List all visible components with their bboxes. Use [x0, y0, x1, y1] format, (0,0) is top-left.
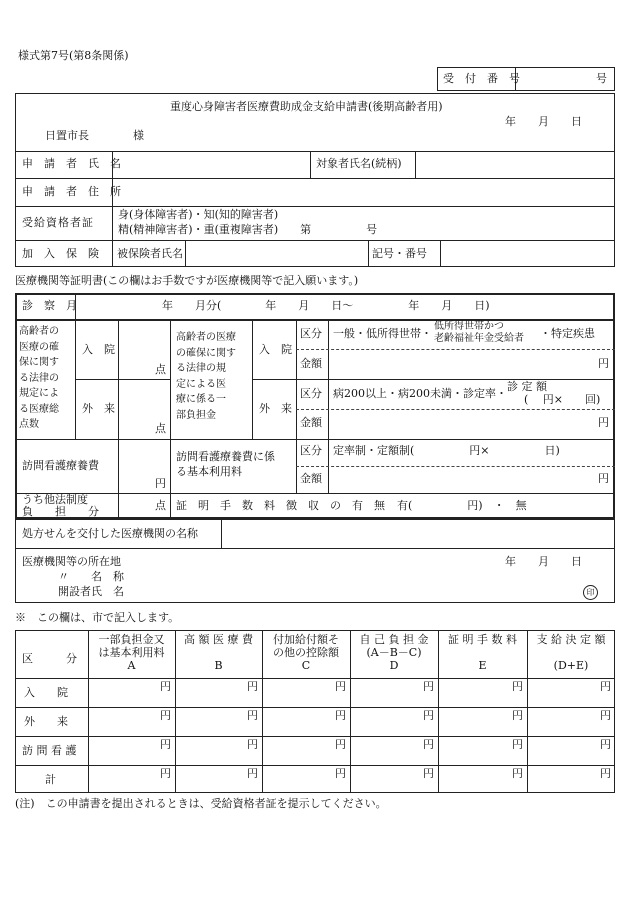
points-inpatient-unit: 点: [155, 363, 166, 376]
receipt-number-field[interactable]: [522, 70, 592, 88]
summary-header-cert-fee: 証 明 手 数 料 E: [448, 633, 517, 672]
home-nursing-unit: 円: [155, 477, 166, 490]
city-note: ※ この欄は、市で記入します。: [15, 611, 180, 624]
inpatient-category-low-income-pension[interactable]: 低所得世帯かつ 老齢福祉年金受給者: [434, 321, 524, 344]
summary-cell-yen[interactable]: 円: [512, 709, 523, 722]
footer-note: (注) この申請書を提出されるときは、受給資格者証を提示してください。: [15, 797, 387, 810]
summary-row-home-nursing: 訪 問 看 護: [22, 744, 77, 757]
exam-month-value[interactable]: 年 月分( 年 月 日～ 年 月 日): [162, 299, 490, 312]
summary-header-deduction: 付加給付額そ の他の控除額 C: [273, 633, 339, 672]
points-outpatient-unit: 点: [155, 422, 166, 435]
institution-address-label: 医療機関等の所在地: [22, 555, 121, 568]
eligibility-label: 受給資格者証: [22, 216, 94, 229]
summary-cell-yen[interactable]: 円: [600, 738, 611, 751]
summary-header-high-cost: 高 額 医 療 費 B: [184, 633, 253, 672]
applicant-name-field[interactable]: [116, 154, 306, 174]
summary-header-payment: 支 給 決 定 額 (D+E): [536, 633, 606, 672]
other-law-label: うち他法制度 負 担 分: [22, 493, 99, 518]
copay-outpatient-label: 外 来: [259, 402, 292, 415]
summary-cell-yen[interactable]: 円: [423, 709, 434, 722]
eligibility-line-1[interactable]: 身(身体障害者)・知(知的障害者): [118, 208, 279, 221]
form-number: 様式第7号(第8条関係): [18, 49, 129, 62]
summary-cell-yen[interactable]: 円: [335, 738, 346, 751]
target-person-field[interactable]: [419, 154, 609, 174]
home-nursing-copay-label: 訪問看護療養費に係 る基本利用料: [176, 450, 275, 478]
eligibility-line-2[interactable]: 精(精神障害者)・重(重複障害者) 第 号: [118, 223, 378, 236]
summary-cell-yen[interactable]: 円: [512, 767, 523, 780]
summary-row-outpatient: 外 来: [24, 715, 68, 728]
summary-cell-yen[interactable]: 円: [247, 738, 258, 751]
inpatient-category-general[interactable]: 一般・低所得世帯・: [333, 327, 432, 340]
home-nursing-label: 訪問看護療養費: [22, 459, 99, 472]
summary-cell-yen[interactable]: 円: [160, 767, 171, 780]
medical-points-label: 高齢者の 医療の確 保に関す る法律の 規定によ る医療総 点数: [19, 326, 59, 430]
founder-name-label: 開設者氏 名: [58, 585, 124, 598]
summary-cell-yen[interactable]: 円: [600, 680, 611, 693]
points-inpatient-label: 入 院: [82, 343, 115, 356]
institution-name-label: 〃 名 称: [58, 570, 124, 583]
summary-header-copay: 一部負担金又 は基本利用料 A: [98, 633, 165, 672]
applicant-address-label: 申 請 者 住 所: [22, 185, 121, 198]
summary-cell-yen[interactable]: 円: [335, 709, 346, 722]
receipt-number-suffix: 号: [596, 72, 607, 85]
outpatient-amount-label: 金額: [300, 416, 322, 429]
inpatient-amount-unit: 円: [598, 357, 609, 370]
outpatient-category-label: 区分: [300, 387, 322, 400]
summary-cell-yen[interactable]: 円: [247, 709, 258, 722]
symbol-number-field[interactable]: [444, 244, 610, 264]
target-person-label: 対象者氏名(続柄): [316, 157, 402, 170]
summary-cell-yen[interactable]: 円: [423, 680, 434, 693]
insured-name-label: 被保険者氏名: [117, 247, 183, 260]
symbol-number-label: 記号・番号: [372, 247, 427, 260]
cert-fee-label: 証 明 手 数 料 徴 収 の 有 無: [176, 499, 385, 512]
outpatient-amount-unit: 円: [598, 416, 609, 429]
summary-cell-yen[interactable]: 円: [512, 680, 523, 693]
home-nursing-category[interactable]: 定率制・定額制( 円× 日): [333, 444, 560, 457]
points-outpatient-label: 外 来: [82, 402, 115, 415]
other-law-unit: 点: [155, 499, 166, 512]
exam-month-label: 診 察 月: [22, 299, 77, 312]
copay-inpatient-label: 入 院: [259, 343, 292, 356]
summary-cell-yen[interactable]: 円: [600, 767, 611, 780]
summary-cell-yen[interactable]: 円: [423, 738, 434, 751]
applicant-address-field[interactable]: [116, 182, 606, 202]
home-nursing-amount-unit: 円: [598, 472, 609, 485]
summary-header-category: 区 分: [22, 652, 77, 665]
seal-mark: 印: [583, 585, 598, 600]
summary-cell-yen[interactable]: 円: [160, 680, 171, 693]
summary-cell-yen[interactable]: 円: [423, 767, 434, 780]
home-nursing-category-label: 区分: [300, 444, 322, 457]
insured-name-field[interactable]: [189, 244, 364, 264]
summary-row-inpatient: 入 院: [24, 686, 68, 699]
insurance-label: 加 入 保 険: [22, 247, 99, 260]
applicant-name-label: 申 請 者 氏 名: [22, 157, 121, 170]
prescription-institution-label: 処方せんを交付した医療機関の名称: [22, 527, 198, 540]
copay-group-label: 高齢者の医療 の確保に関す る法律の規 定による医 療に係る一 部負担金: [176, 332, 236, 421]
summary-cell-yen[interactable]: 円: [247, 767, 258, 780]
certification-date[interactable]: 年 月 日: [505, 555, 582, 568]
inpatient-amount-label: 金額: [300, 357, 322, 370]
summary-cell-yen[interactable]: 円: [600, 709, 611, 722]
addressee: 日置市長 様: [45, 129, 144, 142]
summary-header-self-pay: 自 己 負 担 金 (A－B－C) D: [359, 633, 429, 672]
certificate-heading: 医療機関等証明書(この欄はお手数ですが医療機関等で記入願います。): [15, 274, 359, 287]
summary-cell-yen[interactable]: 円: [247, 680, 258, 693]
inpatient-category-specific-disease[interactable]: ・特定疾患: [540, 327, 595, 340]
summary-cell-yen[interactable]: 円: [512, 738, 523, 751]
summary-cell-yen[interactable]: 円: [160, 738, 171, 751]
summary-cell-yen[interactable]: 円: [160, 709, 171, 722]
outpatient-fixed-label: 診 定 額: [507, 380, 547, 393]
outpatient-fixed-value[interactable]: ( 円× 回): [524, 393, 601, 406]
form-title: 重度心身障害者医療費助成金支給申請書(後期高齢者用): [170, 100, 443, 113]
home-nursing-amount-label: 金額: [300, 472, 322, 485]
cert-fee-value[interactable]: 有( 円) ・ 無: [397, 499, 527, 512]
outpatient-category-options[interactable]: 病200以上・病200未満・診定率・: [333, 387, 507, 400]
summary-cell-yen[interactable]: 円: [335, 680, 346, 693]
application-date[interactable]: 年 月 日: [505, 115, 582, 128]
summary-row-total: 計: [45, 773, 56, 786]
prescription-institution-field[interactable]: [226, 523, 606, 544]
inpatient-category-label: 区分: [300, 327, 322, 340]
summary-cell-yen[interactable]: 円: [335, 767, 346, 780]
receipt-number-label: 受 付 番 号: [443, 72, 520, 85]
